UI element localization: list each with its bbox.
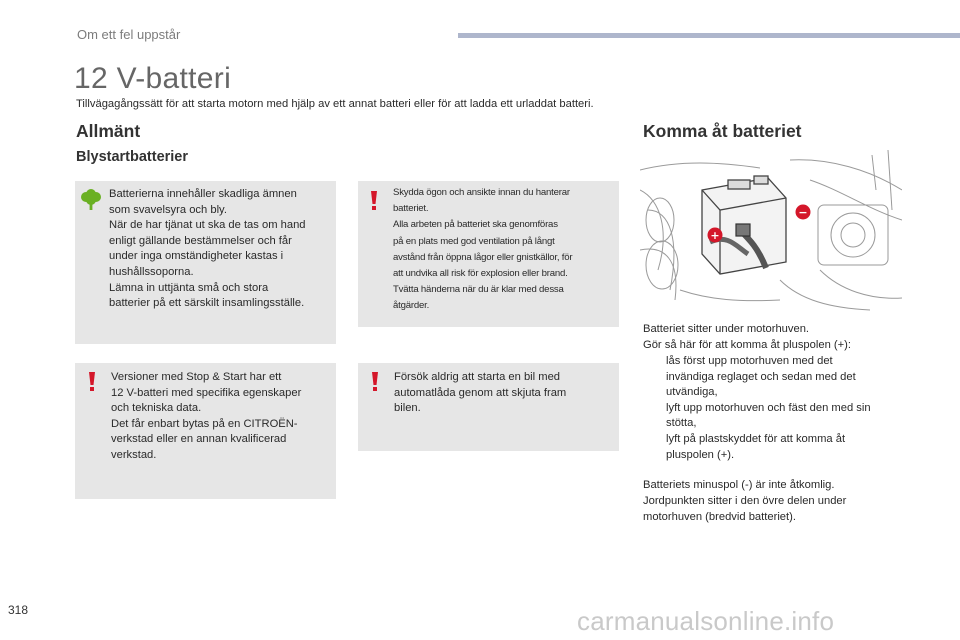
list-item: lyft på plastskyddet för att komma åt pluspolen (+). xyxy=(666,432,846,461)
page-subtitle: Tillvägagångssätt för att starta motorn med hjälp av ett annat batteri eller för att ladda ett urladdat batteri. xyxy=(76,98,594,110)
heading-general: Allmänt xyxy=(76,121,141,141)
section-title: Om ett fel uppstår xyxy=(77,27,181,42)
warning-icon xyxy=(370,372,380,392)
access-intro-1: Batteriet sitter under motorhuven. xyxy=(643,323,810,335)
watermark: carmanualsonline.info xyxy=(577,606,835,636)
heading-access-battery: Komma åt batteriet xyxy=(643,121,802,141)
page-number: 318 xyxy=(8,603,29,617)
list-item: lyft upp motorhuven och fäst den med sin stötta, xyxy=(666,401,871,430)
tree-icon xyxy=(80,189,102,211)
warning-stop-start-text: Versioner med Stop & Start har ett 12 V-batteri med specifika egenskaper och tekniska data. Det får enbart bytas på en CITROËN- verkstad eller en annan kvalificerad verkstad. xyxy=(111,371,302,461)
warning-protection-text: Skydda ögon och ansikte innan du hanterar batteriet. Alla arbeten på batteriet ska genomföras på en plats med god ventilation på långt avstånd från öppna lågor eller gnistkällor, för att undvika all risk för explosion eller brand. Tvätta händerna när du är klar med dessa åtgärder. xyxy=(393,187,573,312)
warning-push-start-text: Försök aldrig att starta en bil med automatlåda genom att skjuta fram bilen. xyxy=(394,371,567,415)
minus-pole-note: Batteriets minuspol (-) är inte åtkomlig. xyxy=(643,479,835,491)
eco-note-box xyxy=(75,181,336,344)
minus-sign: − xyxy=(798,206,808,219)
battery-engine-drawing xyxy=(640,150,902,312)
access-steps-list xyxy=(643,354,871,463)
list-item: lås först upp motorhuven med det invändiga reglaget och sedan med det utvändiga, xyxy=(666,355,856,399)
heading-lead-batteries: Blystartbatterier xyxy=(76,149,189,165)
warning-icon xyxy=(369,191,379,211)
header-bar xyxy=(458,33,960,38)
warning-box-push-start xyxy=(358,363,619,451)
warning-box-protection xyxy=(358,181,619,327)
access-intro-2: Gör så här för att komma åt pluspolen (+): xyxy=(643,339,851,351)
eco-note-text: Batterierna innehåller skadliga ämnen som svavelsyra och bly. När de har tjänat ut ska de tas om hand enligt gällande bestämmelser och får under inga omständigheter kastas i hushållssoporna. Lämna in uttjänta små och stora batterier på ett särskilt insamlingsställe. xyxy=(109,188,306,310)
ground-point-note-2: motorhuven (bredvid batteriet). xyxy=(643,511,796,523)
engine-bay-illustration xyxy=(640,150,902,312)
warning-icon xyxy=(87,372,97,392)
warning-box-stop-start xyxy=(75,363,336,499)
ground-point-note-1: Jordpunkten sitter i den övre delen under xyxy=(643,495,847,507)
plus-sign: + xyxy=(710,229,720,242)
page-title: 12 V-batteri xyxy=(74,62,232,95)
